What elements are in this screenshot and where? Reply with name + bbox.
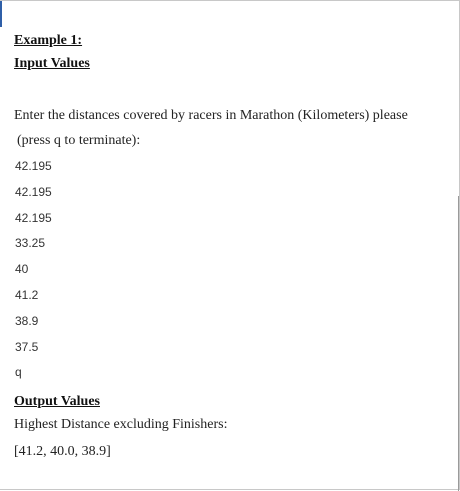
prompt-text-line-2: (press q to terminate): [17,133,141,148]
input-values-list [14,159,454,391]
output-label: Highest Distance excluding Finishers: [14,417,228,433]
output-result: [41.2, 40.0, 38.9] [14,444,111,460]
input-values-heading: Input Values [14,56,90,71]
example-title: Example 1: [14,33,83,48]
input-value: 42.195 [15,159,52,173]
input-value: 38.9 [15,313,39,328]
input-value: 41.2 [15,287,39,302]
input-value: 42.195 [15,184,52,199]
prompt-text-line-1: Enter the distances covered by racers in Marathon (Kilometers) please [14,108,408,123]
input-value: 40 [15,262,29,277]
input-value-terminator: q [15,365,22,380]
document-content [14,32,454,470]
input-value: 42.195 [15,210,52,225]
input-value: 37.5 [15,339,39,354]
right-divider [458,196,459,491]
output-values-heading: Output Values [14,394,100,410]
left-accent-bar [0,1,2,27]
spacer [14,72,454,107]
input-value: 33.25 [15,236,46,251]
